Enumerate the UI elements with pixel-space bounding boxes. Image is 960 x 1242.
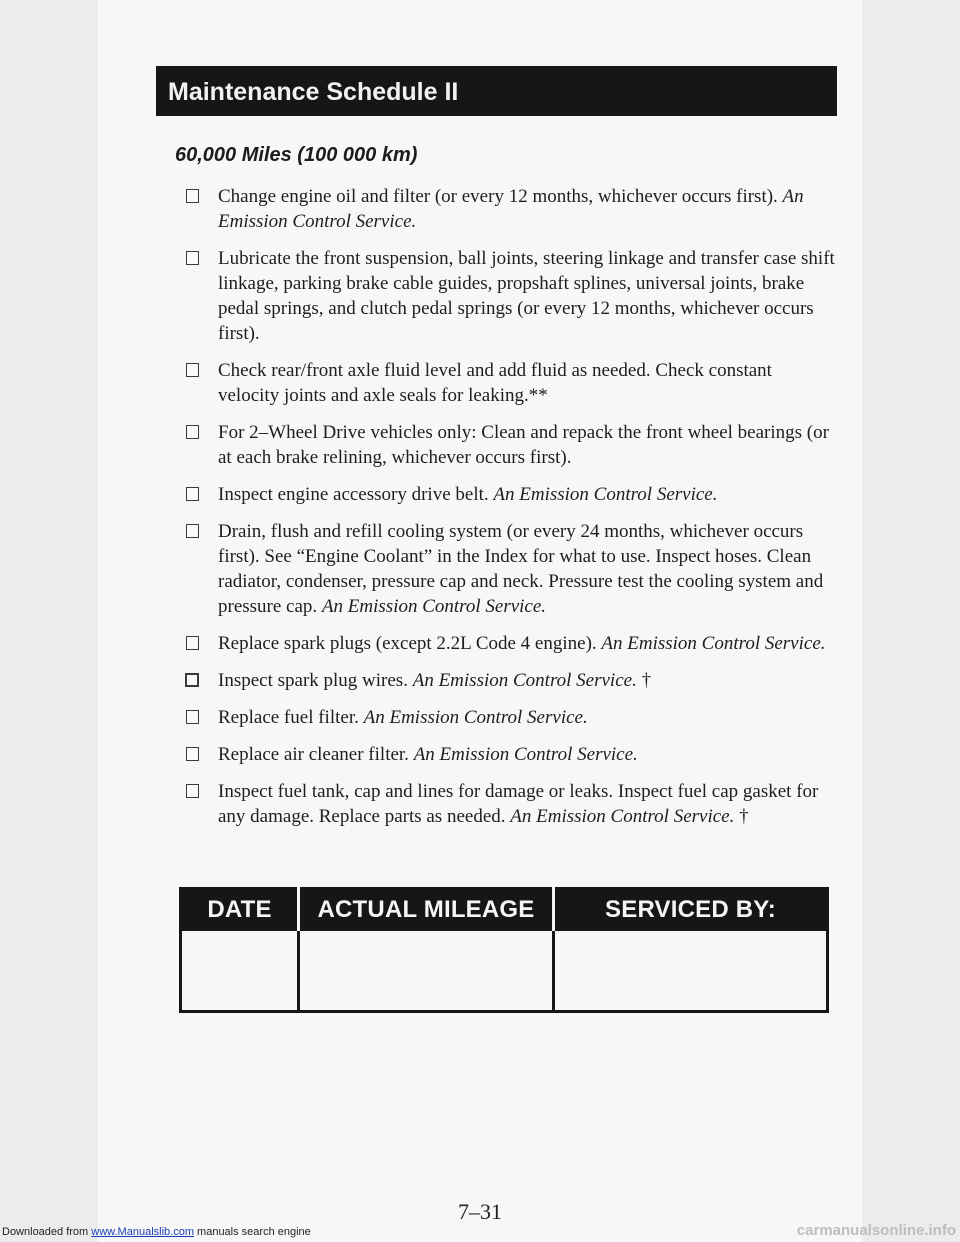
service-record-table [179, 887, 829, 1013]
maintenance-task-list [186, 184, 836, 841]
column-header-actual-mileage: ACTUAL MILEAGE [299, 889, 554, 931]
footer-suffix: manuals search engine [193, 1226, 311, 1238]
section-title: 60,000 Miles (100 000 km) [175, 144, 418, 166]
task-text: Lubricate the front suspension, ball joints, steering linkage and transfer case shift linkage, parking brake cable guides, propshaft splines, universal joints, brake pedal springs, and clutch pedal springs (or every 12 months, whichever occurs first). [218, 248, 835, 344]
task-text: Check rear/front axle fluid level and add fluid as needed. Check constant velocity joints and axle seals for leaking.** [218, 360, 772, 406]
task-text: Inspect engine accessory drive belt. [218, 484, 494, 505]
task-item [186, 482, 836, 507]
task-note: An Emission Control Service. [363, 707, 588, 728]
task-checkbox[interactable] [186, 363, 199, 377]
date-cell[interactable] [181, 931, 299, 1012]
task-text: For 2–Wheel Drive vehicles only: Clean and repack the front wheel bearings (or at each brake relining, whichever occurs first). [218, 422, 829, 468]
task-text: Replace spark plugs (except 2.2L Code 4 engine). [218, 633, 602, 654]
task-item [186, 631, 836, 656]
task-checkbox[interactable] [186, 189, 199, 203]
task-note: An Emission Control Service. [413, 744, 638, 765]
task-checkbox[interactable] [186, 487, 199, 501]
task-item [186, 246, 836, 346]
task-text: Inspect spark plug wires. [218, 670, 413, 691]
task-checkbox[interactable] [186, 425, 199, 439]
task-item [186, 668, 836, 693]
task-checkbox[interactable] [186, 251, 199, 265]
download-footer [2, 1226, 311, 1238]
table-row [181, 931, 828, 1012]
task-item [186, 358, 836, 408]
task-note: An Emission Control Service. [218, 186, 804, 232]
task-note: An Emission Control Service. [493, 484, 718, 505]
task-checkbox[interactable] [186, 524, 199, 538]
task-text: Drain, flush and refill cooling system (or every 24 months, whichever occurs first). See “Engine Coolant” in the Index for what to use. Inspect hoses. Clean radiator, condenser, pressure cap and neck. Pressure test the cooling system and pressure cap. [218, 521, 824, 617]
task-checkbox[interactable] [186, 784, 199, 798]
column-header-date: DATE [181, 889, 299, 931]
task-checkbox[interactable] [186, 710, 199, 724]
task-item [186, 705, 836, 730]
task-checkbox[interactable] [185, 673, 199, 687]
task-note: An Emission Control Service. [601, 633, 826, 654]
task-item [186, 420, 836, 470]
actual-mileage-cell[interactable] [299, 931, 554, 1012]
task-item [186, 779, 836, 829]
footer-prefix: Downloaded from [2, 1226, 92, 1238]
table-header-row [181, 889, 828, 931]
task-suffix: † [636, 670, 652, 691]
task-note: An Emission Control Service. [412, 670, 637, 691]
task-text: Replace fuel filter. [218, 707, 364, 728]
task-note: An Emission Control Service. [321, 596, 547, 617]
task-item [186, 184, 836, 234]
task-suffix: † [734, 806, 749, 827]
task-text: Inspect fuel tank, cap and lines for damage or leaks. Inspect fuel cap gasket for any damage. Replace parts as needed. [218, 781, 819, 827]
manualslib-link[interactable]: www.Manualslib.com [91, 1226, 194, 1238]
column-header-serviced-by: SERVICED BY: [554, 889, 828, 931]
task-checkbox[interactable] [186, 747, 199, 761]
serviced-by-cell[interactable] [554, 931, 828, 1012]
task-item [186, 519, 836, 619]
task-text: Change engine oil and filter (or every 12 months, whichever occurs first). [218, 186, 783, 207]
task-note: An Emission Control Service. [510, 806, 735, 827]
page-title: Maintenance Schedule II [168, 78, 459, 106]
task-item [186, 742, 836, 767]
watermark-text: carmanualsonline.info [796, 1222, 956, 1239]
page-number: 7–31 [458, 1199, 502, 1224]
task-checkbox[interactable] [186, 636, 199, 650]
task-text: Replace air cleaner filter. [218, 744, 414, 765]
